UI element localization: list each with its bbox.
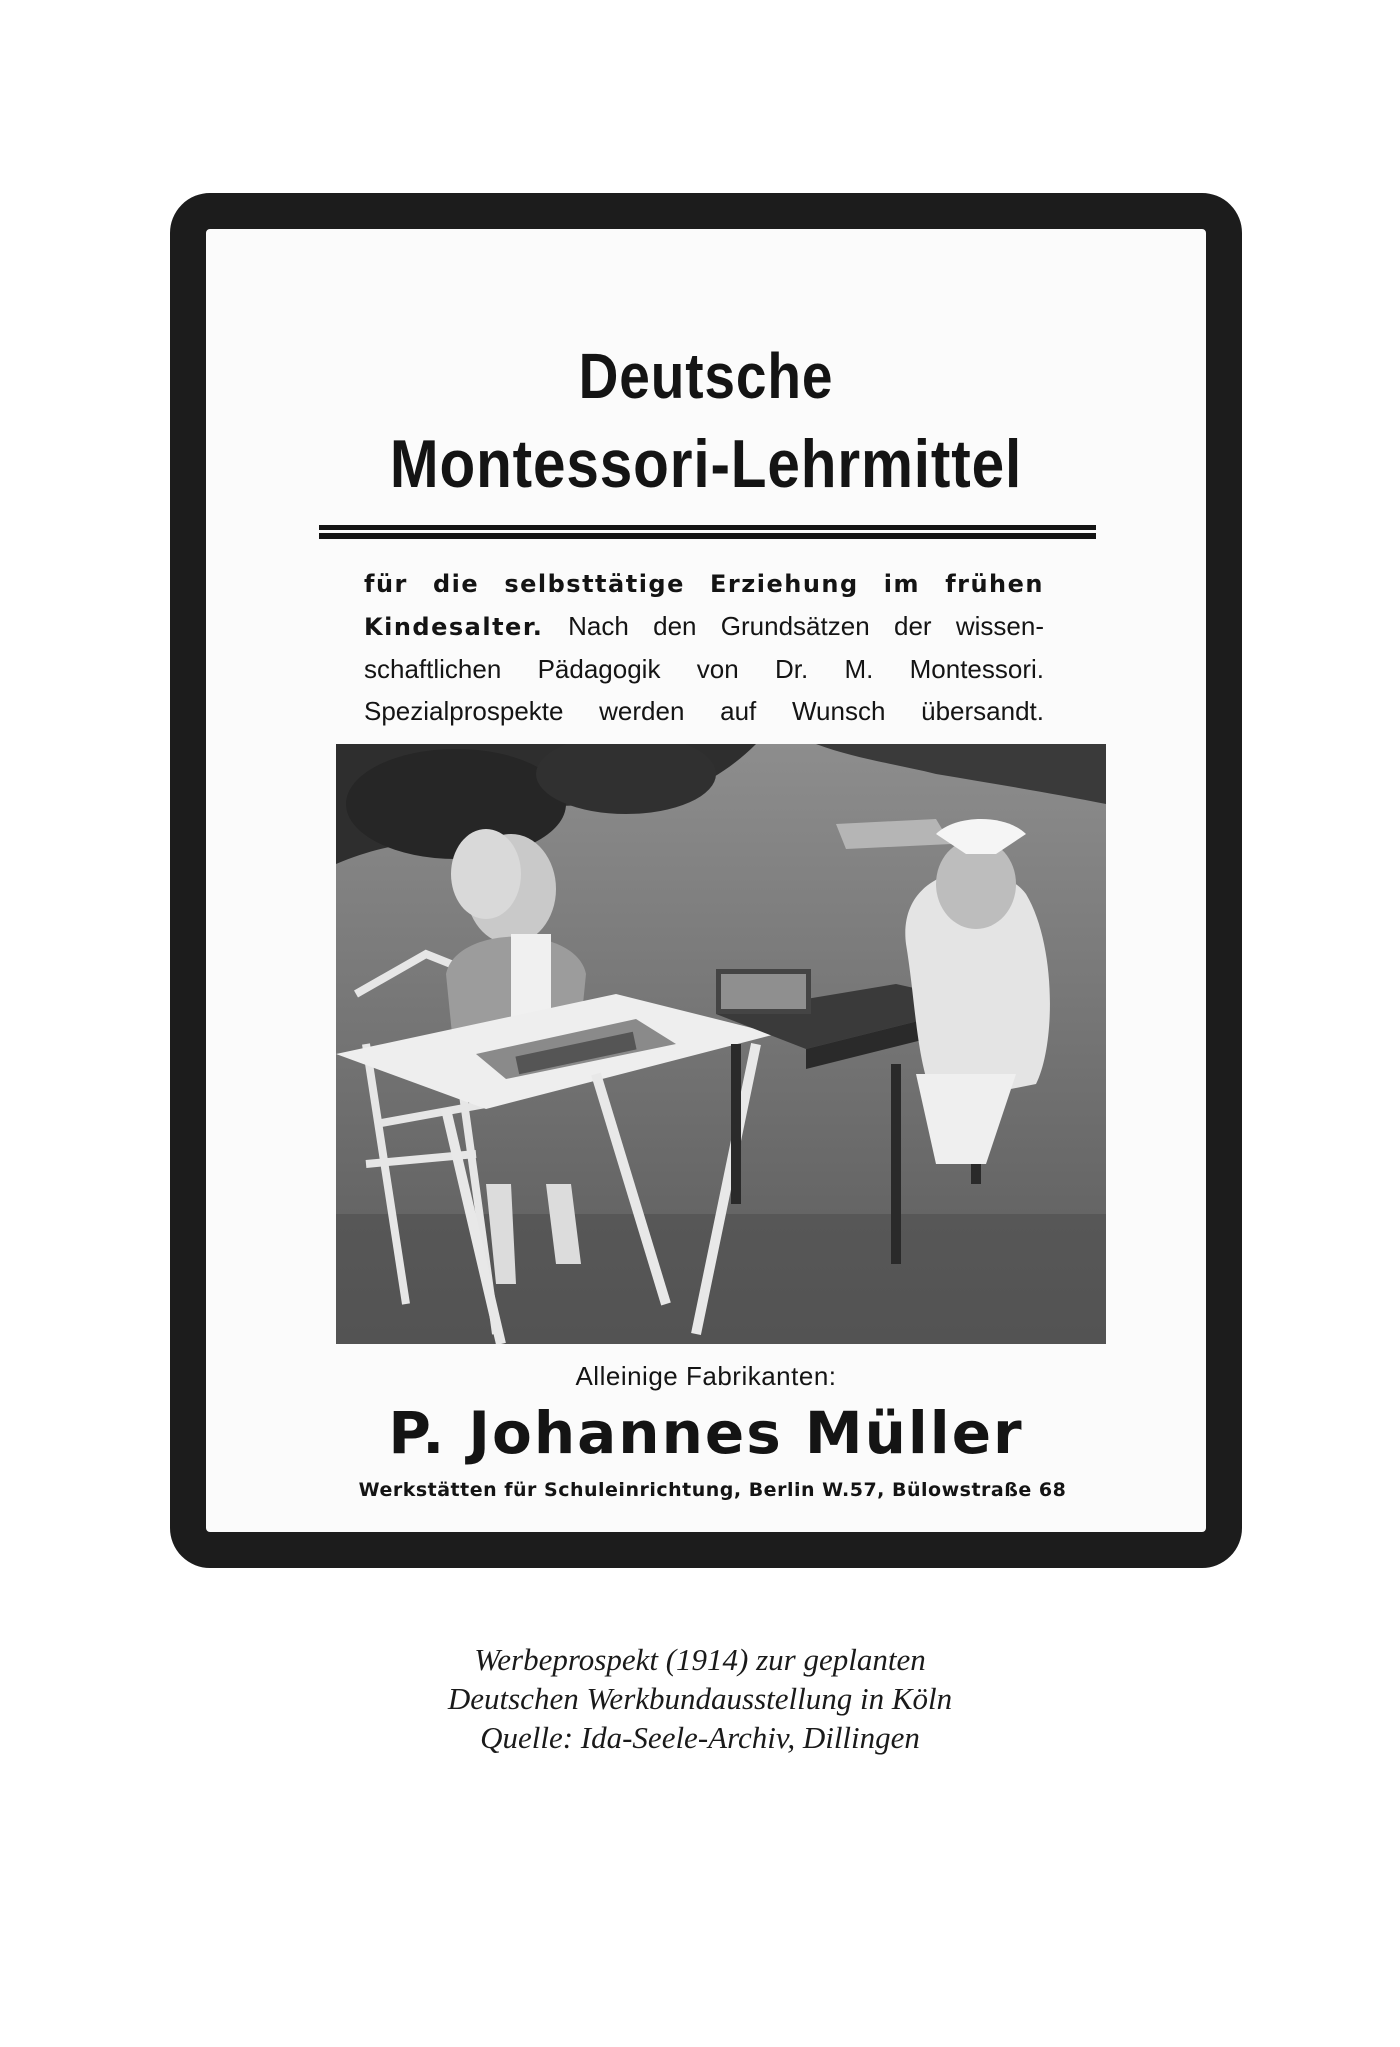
intro-bold-kindesalter: Kindesalter. bbox=[364, 613, 544, 641]
intro-line-1: für die selbsttätige Erziehung im frühen bbox=[364, 570, 1044, 598]
photo-two-children-at-tables-in-garden bbox=[336, 744, 1106, 1344]
headline-double-rule bbox=[319, 525, 1096, 539]
company-address: Werkstätten für Schuleinrichtung, Berlin W.57, Bülowstraße 68 bbox=[358, 1479, 1067, 1501]
caption-line-1: Werbeprospekt (1914) zur geplanten bbox=[474, 1642, 926, 1677]
company-name: P. Johannes Müller bbox=[388, 1399, 1024, 1467]
photo-children-garden bbox=[336, 744, 1106, 1344]
advertisement-frame bbox=[170, 193, 1242, 1568]
headline-montessori-lehrmittel: Montessori-Lehrmittel bbox=[389, 426, 1023, 502]
intro-paragraph bbox=[364, 563, 1044, 732]
intro-line-3: schaftlichen Pädagogik von Dr. M. Montessori. bbox=[364, 654, 1044, 684]
caption-line-2: Deutschen Werkbundausstellung in Köln bbox=[447, 1681, 953, 1716]
makers-label: Alleinige Fabrikanten: bbox=[575, 1361, 837, 1391]
headline-deutsche: Deutsche bbox=[578, 340, 834, 412]
intro-line-4: Spezialprospekte werden auf Wunsch übersandt. bbox=[364, 696, 1044, 726]
advertisement-content bbox=[206, 229, 1206, 1532]
intro-line-2: Kindesalter. Nach den Grundsätzen der wissen- bbox=[364, 611, 1045, 641]
caption-line-3: Quelle: Ida-Seele-Archiv, Dillingen bbox=[480, 1720, 920, 1755]
figure-caption bbox=[0, 1640, 1400, 1757]
